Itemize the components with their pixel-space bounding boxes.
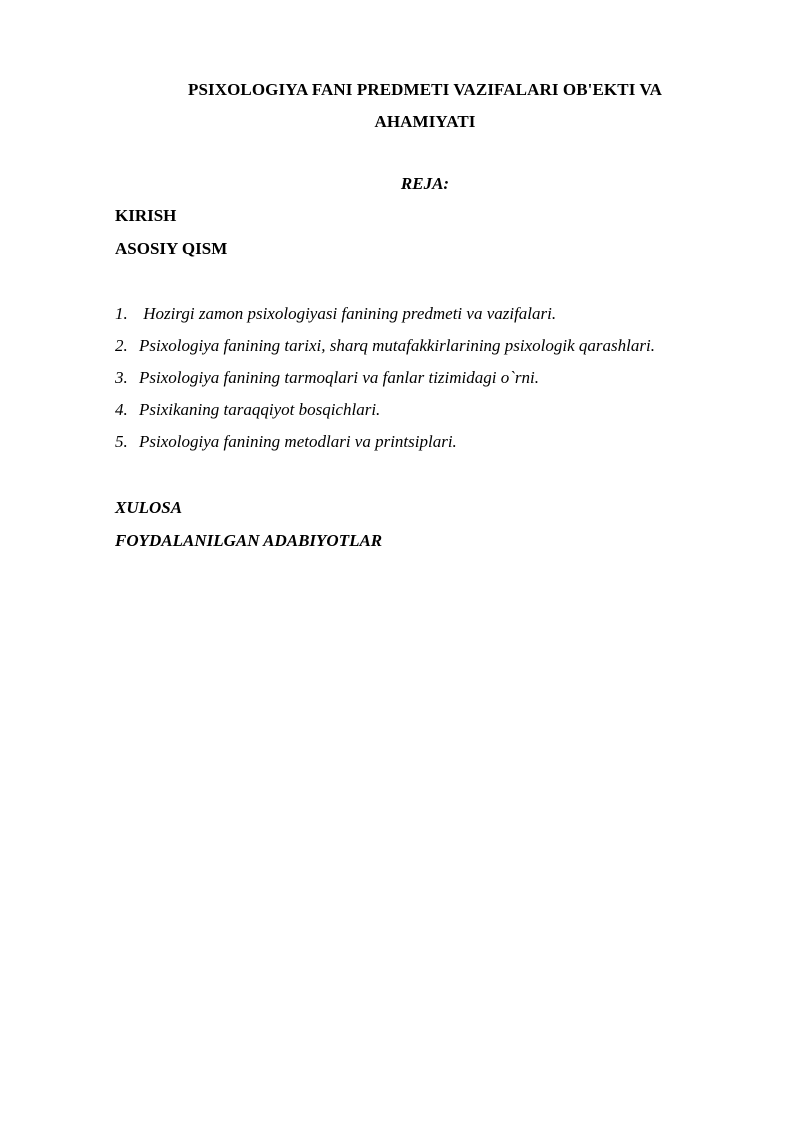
title-line-1: PSIXOLOGIYA FANI PREDMETI VAZIFALARI OB'EKTI VA — [187, 80, 663, 99]
plan-item-text: Psixologiya fanining tarixi, sharq mutafakkirlarining psixologik qarashlari. — [139, 336, 655, 355]
plan-item — [115, 396, 655, 428]
title-line-2: AHAMIYATI — [374, 112, 476, 131]
plan-item — [115, 300, 655, 332]
plan-item-number: 5. — [115, 432, 128, 451]
plan-item-text: Hozirgi zamon psixologiyasi fanining predmeti va vazifalari. — [139, 304, 557, 323]
plan-item — [115, 428, 655, 460]
conclusion-heading: XULOSA — [115, 498, 183, 517]
plan-item — [115, 364, 655, 396]
plan-item-text: Psixologiya fanining tarmoqlari va fanlar tizimidagi o`rni. — [139, 368, 539, 387]
plan-item-number: 2. — [115, 336, 128, 355]
plan-item-text: Psixikaning taraqqiyot bosqichlari. — [139, 400, 381, 419]
plan-item-text: Psixologiya fanining metodlari va printsiplari. — [139, 432, 457, 451]
plan-heading: REJA: — [400, 174, 450, 193]
plan-item-number: 1. — [115, 304, 128, 323]
document-title — [115, 74, 735, 138]
references-heading: FOYDALANILGAN ADABIYOTLAR — [115, 531, 383, 550]
plan-list — [115, 300, 655, 460]
plan-item-number: 3. — [115, 368, 128, 387]
plan-item — [115, 332, 655, 364]
plan-item-number: 4. — [115, 400, 128, 419]
intro-heading: KIRISH — [115, 206, 177, 225]
main-part-heading: ASOSIY QISM — [115, 239, 228, 258]
